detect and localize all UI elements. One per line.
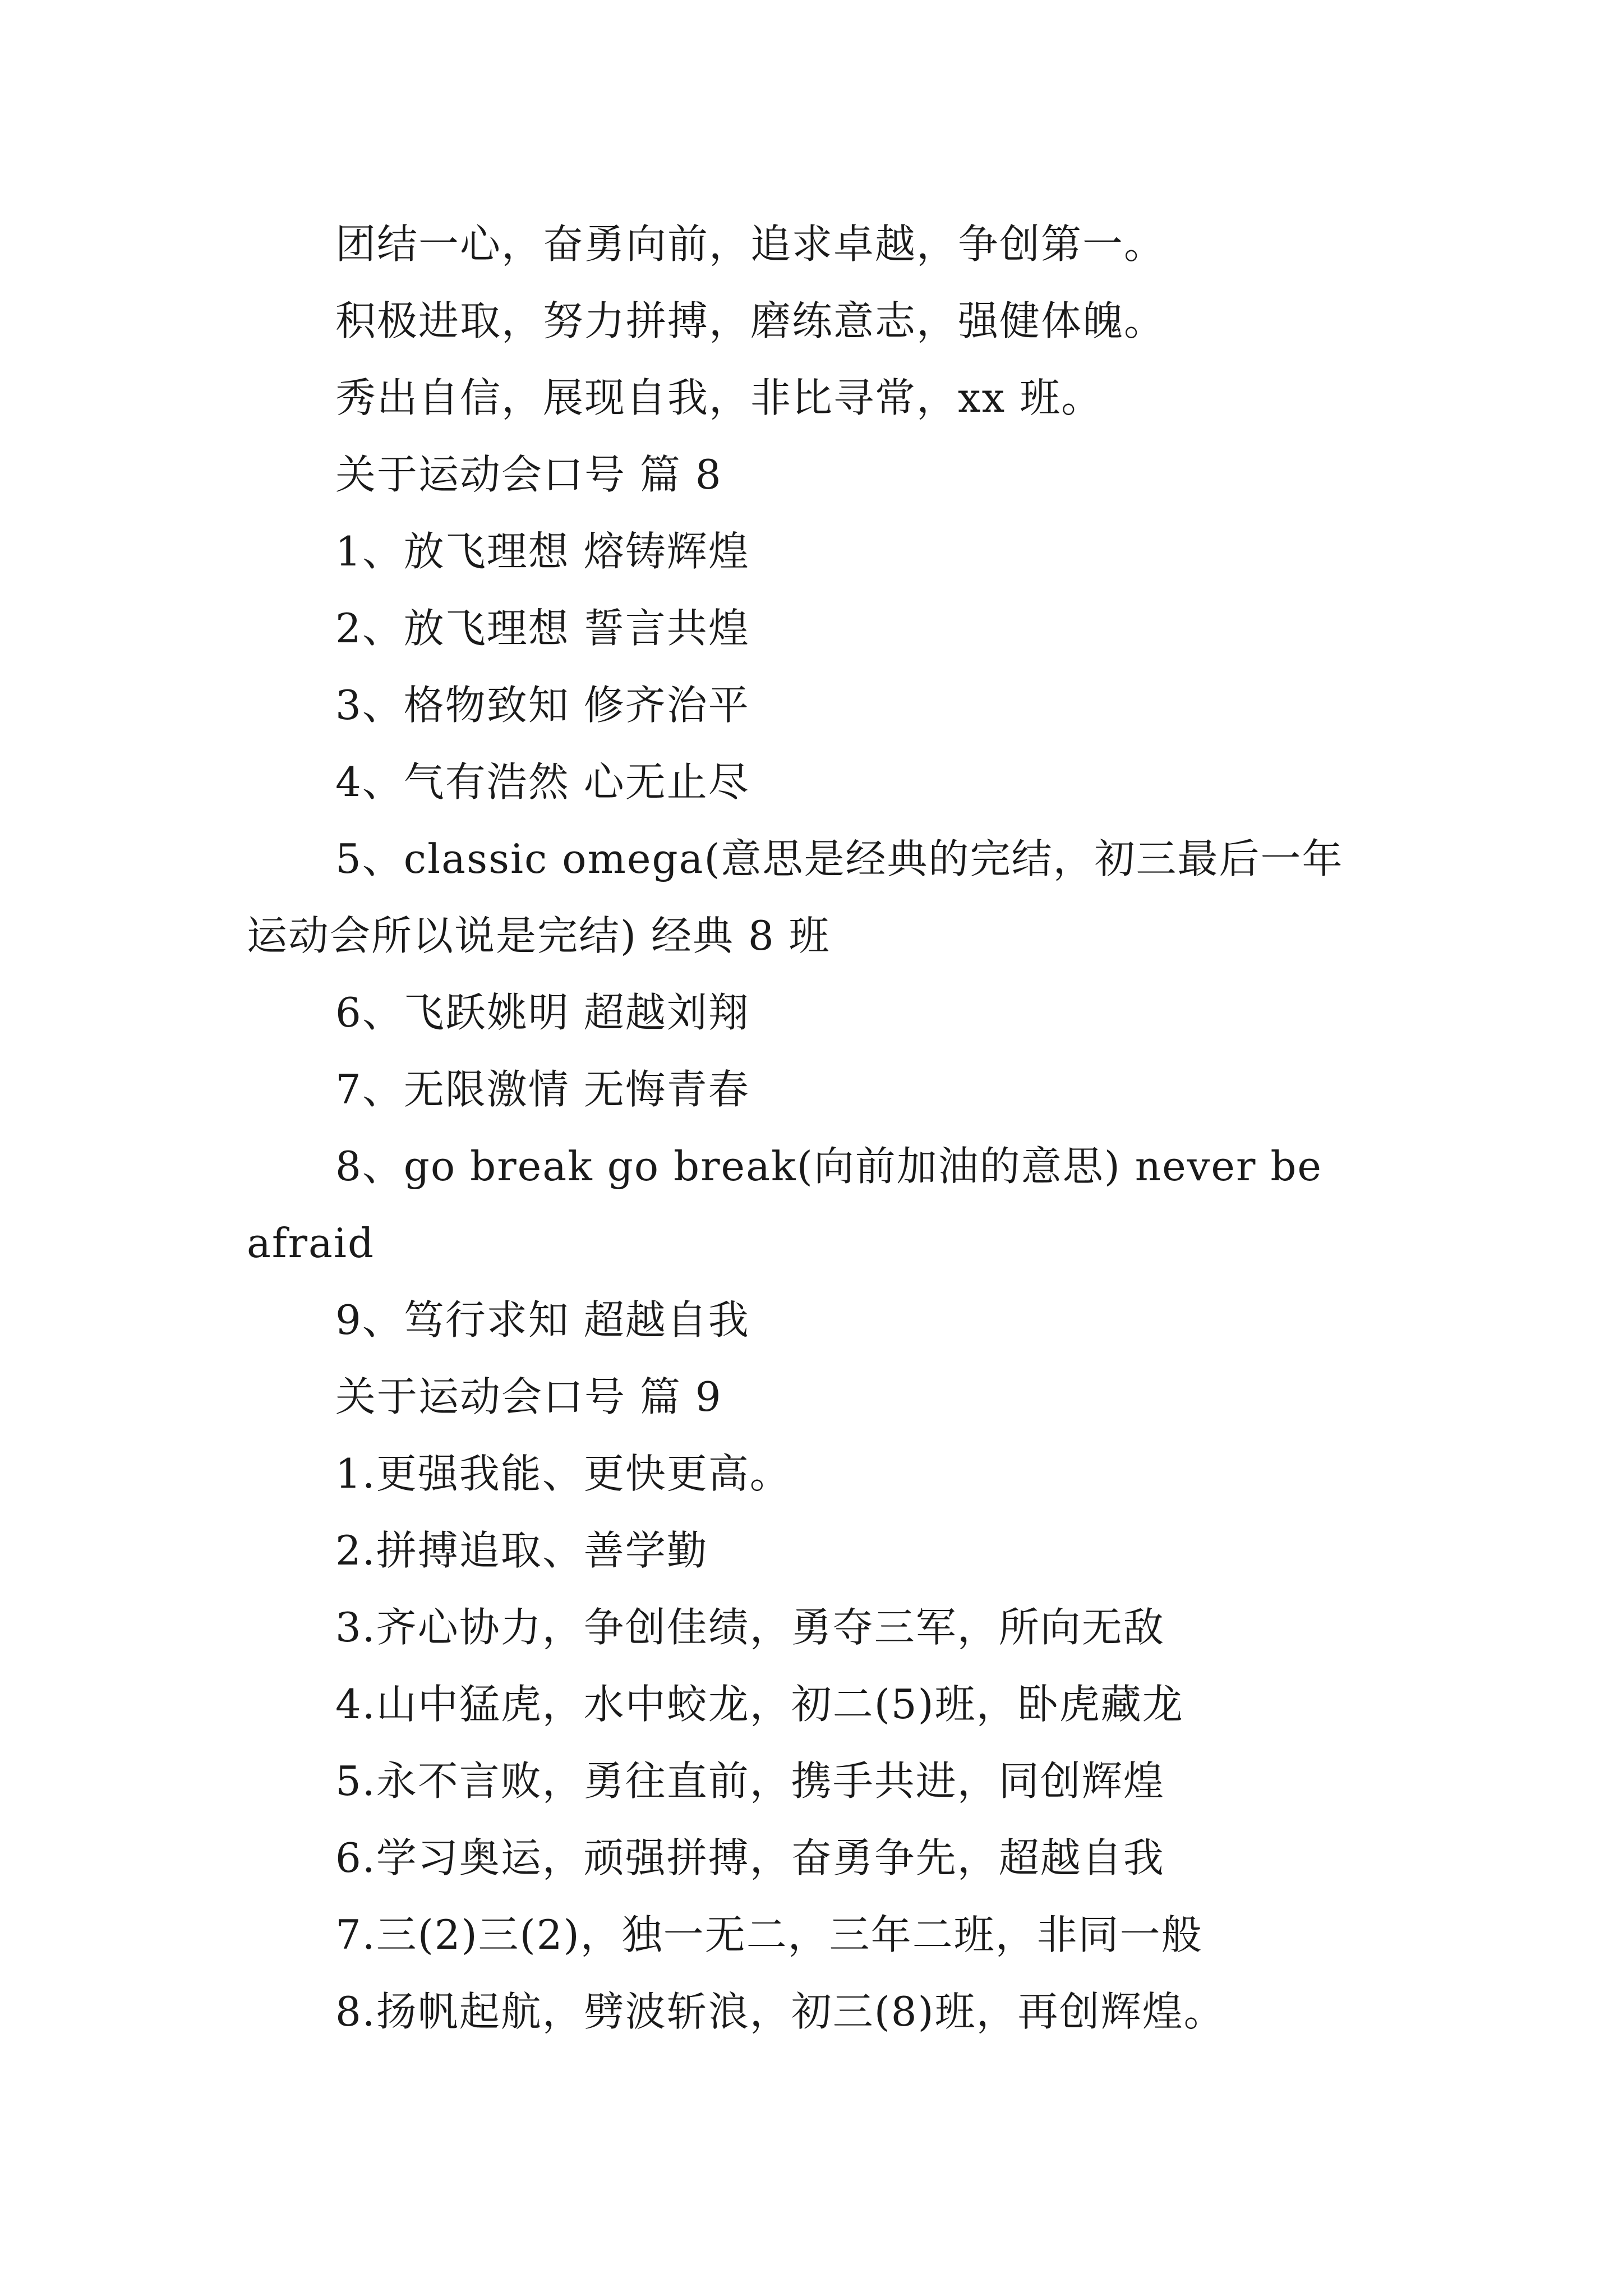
text-line: 团结一心，奋勇向前，追求卓越，争创第一。	[335, 220, 1166, 268]
list-item: 6、飞跃姚明 超越刘翔	[335, 989, 750, 1036]
list-item: 2、放飞理想 誓言共煌	[335, 605, 750, 652]
list-item: 3、格物致知 修齐治平	[335, 682, 750, 729]
list-item: 8.扬帆起航，劈波斩浪，初三(8)班，再创辉煌。	[335, 1988, 1225, 2035]
list-item-continuation: 运动会所以说是完结) 经典 8 班	[247, 912, 831, 959]
list-item: 5、classic omega(意思是经典的完结，初三最后一年	[335, 835, 1344, 882]
list-item: 7.三(2)三(2)，独一无二，三年二班，非同一般	[335, 1911, 1203, 1958]
text-line: 秀出自信，展现自我，非比寻常，xx 班。	[335, 374, 1103, 421]
section-heading: 关于运动会口号 篇 8	[335, 451, 722, 498]
list-item: 5.永不言败，勇往直前，携手共进，同创辉煌	[335, 1757, 1165, 1805]
text-line: 积极进取，努力拼搏，磨练意志，强健体魄。	[335, 297, 1166, 344]
list-item: 3.齐心协力，争创佳绩，勇夺三军，所向无敌	[335, 1604, 1165, 1651]
list-item: 7、无限激情 无悔青春	[335, 1066, 750, 1113]
list-item: 8、go break go break(向前加油的意思) never be	[335, 1143, 1323, 1190]
list-item: 1、放飞理想 熔铸辉煌	[335, 528, 750, 575]
list-item: 4.山中猛虎，水中蛟龙，初二(5)班，卧虎藏龙	[335, 1681, 1184, 1728]
list-item: 4、气有浩然 心无止尽	[335, 758, 750, 806]
list-item: 9、笃行求知 超越自我	[335, 1296, 750, 1343]
list-item-continuation: afraid	[247, 1220, 375, 1267]
list-item: 6.学习奥运，顽强拼搏，奋勇争先，超越自我	[335, 1834, 1165, 1881]
list-item: 1.更强我能、更快更高。	[335, 1450, 791, 1497]
section-heading: 关于运动会口号 篇 9	[335, 1373, 722, 1420]
list-item: 2.拼搏追取、善学勤	[335, 1527, 708, 1574]
